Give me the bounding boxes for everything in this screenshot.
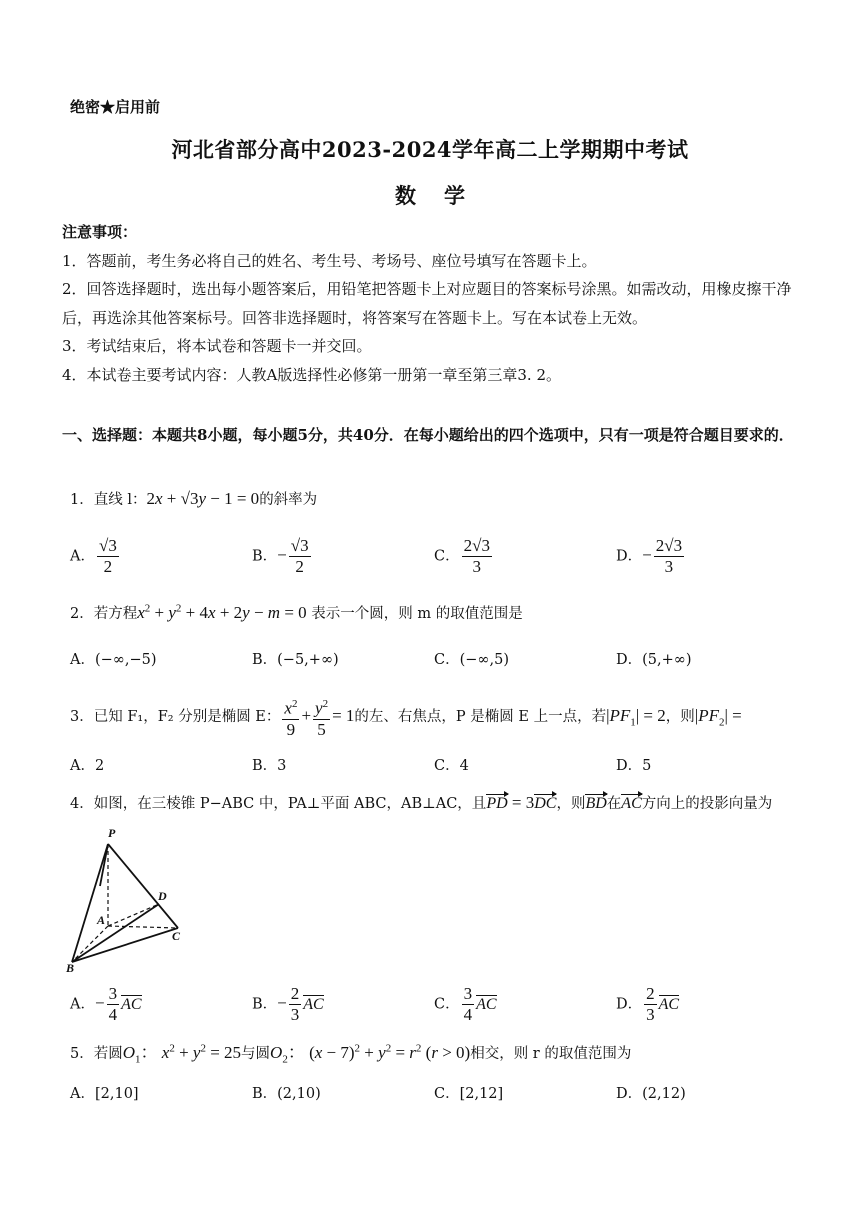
option-d: D． $\frac{2}{3}$ AC	[616, 984, 680, 1024]
options-4	[70, 984, 800, 1024]
option-d: D．− $\frac{2√3}{3}$	[616, 536, 683, 576]
options-2	[70, 648, 800, 672]
option-b: B．(2,10)	[252, 1086, 321, 1102]
question-2: 2．若方程$x^2 + y^2 + 4x + 2y - m = 0$ 表示一个圆，则 m 的取值范围是	[70, 602, 523, 622]
notes-block	[62, 218, 798, 389]
question-5: 5．若圆$O_1$： $x^2 + y^2 = 25$与圆$O_2$： $(x - 7)^2 + y^2 = r^2$ (r > 0)相交，则 r 的取值范围为	[70, 1042, 632, 1066]
option-d: D．5	[616, 758, 652, 774]
option-c: C．4	[434, 758, 469, 774]
option-d: D．(2,12)	[616, 1086, 686, 1102]
section-heading: 一、选择题：本题共8小题，每小题5分，共40分．在每小题给出的四个选项中，只有一项是符合题目要求的．	[62, 426, 794, 444]
exam-title: 河北省部分高中2023-2024学年高二上学期期中考试	[171, 137, 689, 162]
label-p: P	[108, 826, 116, 840]
question-1: 1．直线 l：2x + √3y − 1 = 0的斜率为	[70, 489, 318, 508]
options-5	[70, 1082, 800, 1106]
option-b: B．− $\frac{√3}{2}$	[252, 536, 309, 576]
option-a: A．2	[70, 758, 105, 774]
note-item: 1．答题前，考生务必将自己的姓名、考生号、考场号、座位号填写在答题卡上。	[62, 251, 597, 270]
note-item: 3．考试结束后，将本试卷和答题卡一并交回。	[62, 337, 372, 355]
options-3	[70, 754, 800, 778]
pyramid-figure	[64, 822, 194, 972]
option-c: C． $\frac{2√3}{3}$	[434, 536, 490, 576]
note-item: 4．本试卷主要考试内容：人教A版选择性必修第一册第一章至第三章3. 2。	[62, 365, 562, 384]
label-a: A	[97, 913, 106, 927]
label-d: D	[158, 889, 167, 903]
option-c: C．(−∞,5)	[434, 652, 509, 668]
option-b: B．(−5,+∞)	[252, 652, 339, 668]
option-a: A．− $\frac{3}{4}$ AC	[70, 984, 142, 1024]
option-c: C．[2,12]	[434, 1086, 504, 1102]
option-d: D．(5,+∞)	[616, 652, 692, 668]
option-a: A．[2,10]	[70, 1086, 139, 1102]
label-b: B	[66, 961, 75, 972]
equation: 2x + √3y − 1 = 0	[146, 489, 260, 508]
label-c: C	[172, 929, 181, 943]
subject-title: 数学	[395, 183, 493, 208]
option-a: A．(−∞,−5)	[70, 652, 157, 668]
question-4: 4．如图，在三棱锥 P−ABC 中，PA⊥平面 ABC，AB⊥AC，且PD = 3DC，则BD在AC方向上的投影向量为	[70, 793, 773, 812]
note-item: 2．回答选择题时，选出每小题答案后，用铅笔把答题卡上对应题目的答案标号涂黑。如需改动，用橡皮擦干净后，再选涂其他答案标号。回答非选择题时，将答案写在答题卡上。写在本试卷上无效。	[62, 280, 792, 327]
question-3: 3．已知 F₁，F₂ 分别是椭圆 E： $\frac{x^2}{9}$ + $\frac{y^2}{5}$ = 1的左、右焦点，P 是椭圆 E 上一点，若$|PF_1| = 2$，则$|PF_2|$ =	[70, 694, 800, 740]
confidential-mark: 绝密★启用前	[70, 98, 161, 116]
option-b: B．− $\frac{2}{3}$ AC	[252, 984, 324, 1024]
notes-heading: 注意事项：	[62, 223, 138, 241]
option-a: A． $\frac{√3}{2}$	[70, 536, 117, 576]
options-1	[70, 536, 800, 582]
option-b: B．3	[252, 758, 287, 774]
option-c: C． $\frac{3}{4}$ AC	[434, 984, 497, 1024]
